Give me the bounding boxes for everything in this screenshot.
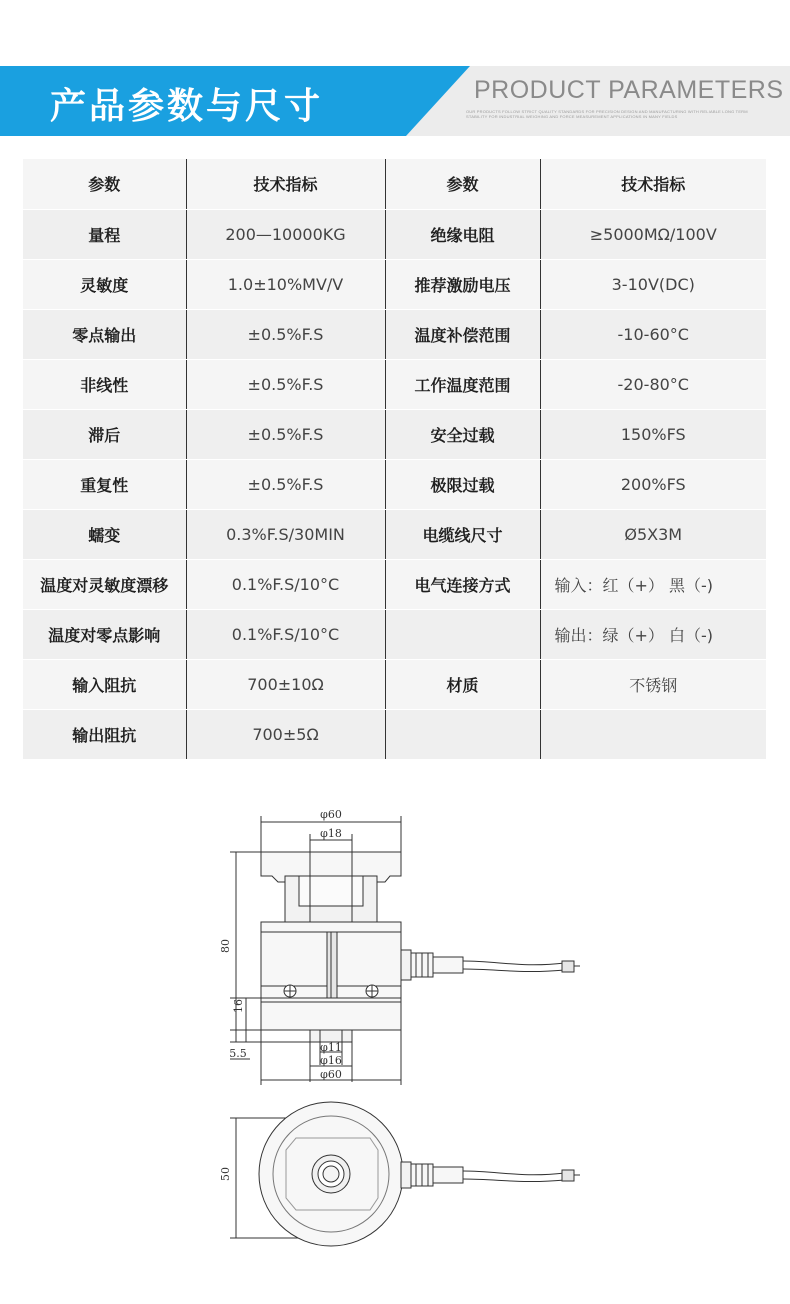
param-value: ±0.5%F.S <box>186 459 385 509</box>
param-name: 温度对灵敏度漂移 <box>23 559 186 609</box>
param-name: 电气连接方式 <box>385 559 540 609</box>
plan-cable <box>463 1171 565 1175</box>
param-name: 非线性 <box>23 359 186 409</box>
dim-label: φ60 <box>320 808 342 821</box>
dim-label: φ60 <box>320 1068 342 1081</box>
param-value: 0.1%F.S/10°C <box>186 609 385 659</box>
param-value: 输出：绿（+） 白（-) <box>540 609 766 659</box>
param-name <box>385 709 540 759</box>
param-value: 不锈钢 <box>540 659 766 709</box>
dim-label: φ11 <box>320 1041 342 1054</box>
dim-label: φ16 <box>320 1054 342 1067</box>
table-row <box>23 309 766 359</box>
param-name: 零点输出 <box>23 309 186 359</box>
param-value: ±0.5%F.S <box>186 409 385 459</box>
param-name: 温度补偿范围 <box>385 309 540 359</box>
header-cell: 技术指标 <box>186 159 385 209</box>
table-header-row <box>23 159 766 209</box>
param-value: ≥5000MΩ/100V <box>540 209 766 259</box>
param-name: 重复性 <box>23 459 186 509</box>
section-title-en: PRODUCT PARAMETERS <box>474 76 784 104</box>
param-value: ±0.5%F.S <box>186 359 385 409</box>
table-row <box>23 409 766 459</box>
param-name: 推荐激励电压 <box>385 259 540 309</box>
cable <box>463 961 565 965</box>
dim-label: 80 <box>219 939 232 953</box>
param-name: 安全过载 <box>385 409 540 459</box>
param-value: Ø5X3M <box>540 509 766 559</box>
param-value: 700±5Ω <box>186 709 385 759</box>
param-name: 输入阻抗 <box>23 659 186 709</box>
param-name: 绝缘电阻 <box>385 209 540 259</box>
param-value: 3-10V(DC) <box>540 259 766 309</box>
header-cell: 技术指标 <box>540 159 766 209</box>
param-value: 150%FS <box>540 409 766 459</box>
table-row <box>23 259 766 309</box>
table-row <box>23 509 766 559</box>
dim-label: 50 <box>219 1167 232 1181</box>
section-title-cn: 产品参数与尺寸 <box>50 86 324 127</box>
dim-label: 16 <box>232 999 245 1013</box>
cable-gland <box>401 950 411 980</box>
table-row <box>23 209 766 259</box>
header-cell: 参数 <box>23 159 186 209</box>
parameter-table <box>23 159 766 760</box>
param-value: 0.3%F.S/30MIN <box>186 509 385 559</box>
param-value: 0.1%F.S/10°C <box>186 559 385 609</box>
param-name <box>385 609 540 659</box>
header-cell: 参数 <box>385 159 540 209</box>
section-fine-print: OUR PRODUCTS FOLLOW STRICT QUALITY STANDARDS FOR PRECISION DESIGN AND MANUFACTURING WITH RELIABLE LONG TERM STABILITY FOR INDUSTRIAL WEIGHING AND FORCE MEASUREMENT APPLICATIONS IN MANY FIELDS <box>466 109 748 119</box>
param-value: -10-60°C <box>540 309 766 359</box>
dim-label: 5.5 <box>229 1047 247 1060</box>
param-name: 温度对零点影响 <box>23 609 186 659</box>
param-value: -20-80°C <box>540 359 766 409</box>
param-name: 量程 <box>23 209 186 259</box>
param-name: 极限过载 <box>385 459 540 509</box>
param-value: 700±10Ω <box>186 659 385 709</box>
param-value: 200—10000KG <box>186 209 385 259</box>
table-row <box>23 359 766 409</box>
table-row <box>23 559 766 609</box>
param-value: ±0.5%F.S <box>186 309 385 359</box>
dimension-drawing <box>200 800 600 1270</box>
param-value: 1.0±10%MV/V <box>186 259 385 309</box>
param-value: 200%FS <box>540 459 766 509</box>
param-name: 输出阻抗 <box>23 709 186 759</box>
param-name: 灵敏度 <box>23 259 186 309</box>
param-value: 输入：红（+） 黑（-) <box>540 559 766 609</box>
table-row <box>23 659 766 709</box>
param-name: 材质 <box>385 659 540 709</box>
table-row <box>23 709 766 759</box>
dim-label: φ18 <box>320 827 342 840</box>
param-value <box>540 709 766 759</box>
param-name: 滞后 <box>23 409 186 459</box>
table-row <box>23 459 766 509</box>
header-banner <box>0 66 790 136</box>
param-name: 电缆线尺寸 <box>385 509 540 559</box>
table-row <box>23 609 766 659</box>
param-name: 工作温度范围 <box>385 359 540 409</box>
param-name: 蠕变 <box>23 509 186 559</box>
